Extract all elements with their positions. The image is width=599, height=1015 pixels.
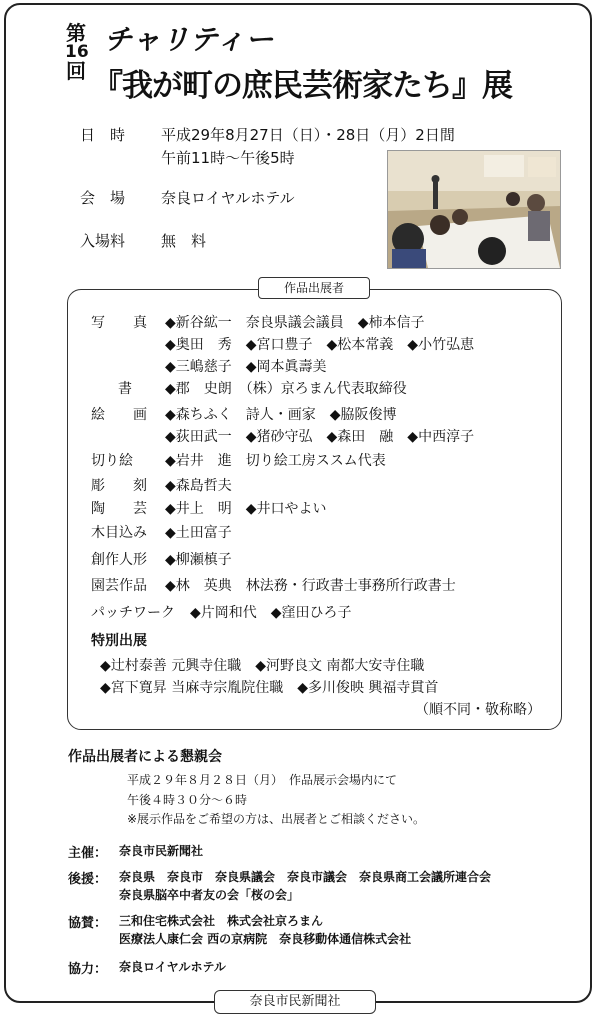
exhibitor-line: ◆土田富子 <box>165 525 232 541</box>
exhibitors-title: 作品出展者 <box>258 277 370 299</box>
support-line: 奈良県 奈良市 奈良県議会 奈良市議会 奈良県商工会議所連合会 <box>119 870 492 884</box>
event-photo <box>387 150 561 269</box>
exhibitor-line: ◆新谷絋一 奈良県議会議員 ◆柿本信子 <box>165 315 425 331</box>
cooperation-label: 協力： <box>68 962 108 977</box>
venue-value: 奈良ロイヤルホテル <box>161 189 295 207</box>
party-title: 作品出展者による懇親会 <box>68 749 222 765</box>
category-doll: 創作人形 <box>91 552 147 568</box>
cosponsor-line: 三和住宅株式会社 株式会社京ろまん <box>119 914 324 928</box>
exhibitor-line: ◆森ちふく 詩人・画家 ◆脇阪俊博 <box>165 407 397 423</box>
host-label: 主催： <box>68 846 108 861</box>
cosponsor-line: 医療法人康仁会 西の京病院 奈良移動体通信株式会社 <box>119 932 412 946</box>
exhibitor-line: ◆林 英典 林法務・行政書士事務所行政書士 <box>165 578 456 594</box>
party-line: 午後４時３０分～６時 <box>127 793 248 807</box>
date-value: 平成29年8月27日（日）・28日（月）2日間 <box>161 126 455 144</box>
cooperation-value: 奈良ロイヤルホテル <box>119 960 226 974</box>
fee-label: 入場料 <box>80 232 126 250</box>
special-line: ◆宮下寛昇 当麻寺宗胤院住職 ◆多川俊映 興福寺貫首 <box>100 680 439 696</box>
category-kirie: 切り絵 <box>91 453 133 469</box>
category-photo: 写 真 <box>91 315 147 331</box>
category-calligraphy: 書 <box>118 381 132 397</box>
host-value: 奈良市民新聞社 <box>119 844 204 858</box>
category-patchwork: パッチワーク <box>91 605 175 621</box>
exhibitor-line: ◆井上 明 ◆井口やよい <box>165 501 327 517</box>
support-label: 後援： <box>68 872 108 887</box>
exhibitor-line: ◆岩井 進 切り絵工房ススム代表 <box>165 453 386 469</box>
special-title: 特別出展 <box>91 633 147 649</box>
courtesy-note: （順不同・敬称略） <box>415 702 541 718</box>
title-charity: チャリティー <box>104 23 275 56</box>
exhibitor-line: ◆片岡和代 ◆窪田ひろ子 <box>190 605 352 621</box>
category-gardening: 園芸作品 <box>91 578 147 594</box>
exhibitor-line: ◆柳瀬槙子 <box>165 552 232 568</box>
exhibitor-line: ◆三嶋慈子 ◆岡本眞壽美 <box>165 359 327 375</box>
exhibitor-line: ◆郡 史朗 （株）京ろまん代表取締役 <box>165 381 407 397</box>
edition-number: 第 16 回 <box>65 21 89 83</box>
cosponsor-label: 協賛： <box>68 916 108 931</box>
category-sculpture: 彫 刻 <box>91 478 147 494</box>
exhibitor-line: ◆奥田 秀 ◆宮口豊子 ◆松本常義 ◆小竹弘恵 <box>165 337 475 353</box>
exhibitor-line: ◆森島哲夫 <box>165 478 232 494</box>
party-line: 平成２９年８月２８日（月） 作品展示会場内にて <box>127 773 398 787</box>
party-line: ※展示作品をご希望の方は、出展者とご相談ください。 <box>127 812 426 826</box>
support-line: 奈良県脳卒中者友の会「桜の会」 <box>119 888 300 902</box>
fee-value: 無 料 <box>161 232 207 250</box>
event-photo-image <box>388 151 560 268</box>
venue-label: 会 場 <box>80 189 126 207</box>
publisher-footer: 奈良市民新聞社 <box>214 990 376 1014</box>
title-main: 『我が町の庶民芸術家たち』展 <box>92 68 512 104</box>
category-ceramics: 陶 芸 <box>91 501 147 517</box>
category-kimekomi: 木目込み <box>91 525 147 541</box>
exhibitor-line: ◆荻田武一 ◆猪砂守弘 ◆森田 融 ◆中西淳子 <box>165 429 475 445</box>
time-value: 午前11時～午後5時 <box>161 149 295 167</box>
category-painting: 絵 画 <box>91 407 147 423</box>
special-line: ◆辻村泰善 元興寺住職 ◆河野良文 南都大安寺住職 <box>100 658 425 674</box>
date-label: 日 時 <box>80 126 126 144</box>
